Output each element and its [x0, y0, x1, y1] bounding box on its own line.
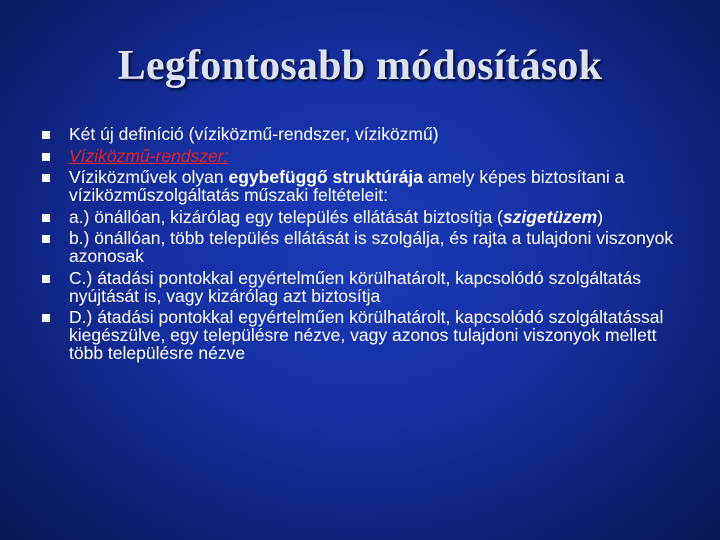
bullet-text-bold: egybefüggő struktúrája	[228, 167, 423, 187]
bullet-text-bold-italic: szigetüzem	[502, 206, 598, 227]
square-bullet-icon	[42, 275, 50, 283]
bullet-item	[40, 229, 680, 265]
square-bullet-icon	[42, 314, 50, 322]
bullet-item	[40, 208, 680, 226]
square-bullet-icon	[42, 214, 50, 222]
square-bullet-icon	[42, 174, 50, 182]
bullet-item	[40, 168, 680, 204]
bullet-text: C.) átadási pontokkal egyértelműen körülhatárolt, kapcsolódó szolgáltatás nyújtását is, vagy kizárólag azt biztosítja	[69, 267, 641, 306]
square-bullet-icon	[42, 131, 50, 139]
slide-title: Legfontosabb módosítások	[117, 43, 603, 89]
square-bullet-icon	[42, 153, 50, 161]
bullet-text: Víziközművek olyan	[69, 167, 229, 187]
square-bullet-icon	[42, 235, 50, 243]
bullet-list	[40, 125, 680, 366]
bullet-item	[40, 308, 680, 362]
bullet-item	[40, 147, 680, 165]
bullet-text: b.) önállóan, több település ellátását is szolgálja, és rajta a tulajdoni viszonyok azonosak	[69, 228, 674, 266]
bullet-text: a.) önállóan, kizárólag egy település ellátását biztosítja (	[69, 206, 503, 227]
bullet-text: D.) átadási pontokkal egyértelműen körülhatárolt, kapcsolódó szolgáltatással kiegészülve, egy településre nézve, vagy azonos tulajdoni viszonyok mellett több településre nézve	[69, 307, 664, 363]
bullet-text: amely képes biztosítani a víziközműszolgáltatás műszaki feltételeit:	[69, 167, 625, 205]
bullet-text-highlight: Víziközmű-rendszer:	[69, 145, 229, 166]
bullet-text: )	[597, 206, 604, 227]
bullet-item	[40, 269, 680, 305]
bullet-item	[40, 125, 680, 143]
bullet-text: Két új definíció (víziközmű-rendszer, víziközmű)	[69, 124, 439, 144]
